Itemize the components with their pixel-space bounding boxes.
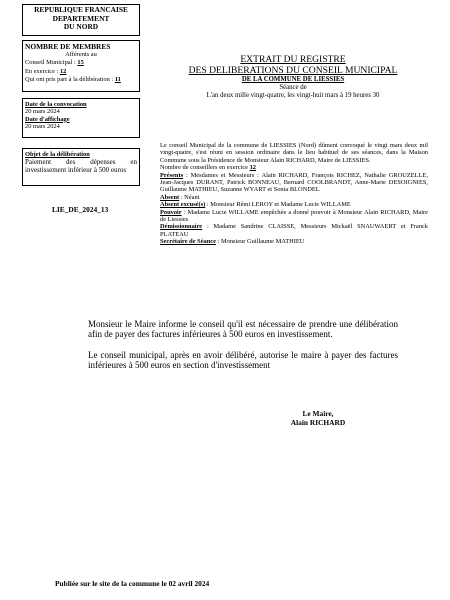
excused-text: : Monsieur Rémi LEROY et Madame Lucie WILLAME: [205, 201, 351, 209]
convocation-date: 20 mars 2024: [25, 108, 60, 116]
present-label: Présents: [160, 171, 184, 179]
extract-heading: [160, 55, 426, 100]
power-paragraph: [160, 209, 428, 224]
department-name: DU NORD: [63, 22, 99, 32]
resigned-text: : Madame Sandrine CLAISSE, Messieurs Mickaël SNAUWAERT et Franck PLATEAU: [160, 223, 428, 238]
members-box: [22, 40, 140, 92]
body-in-office-label: Nombre de conseillers en exercice: [160, 164, 250, 172]
participated-count: 11: [114, 76, 121, 84]
resigned-label: Démissionnaire: [160, 223, 203, 231]
department-label: DEPARTEMENT: [52, 13, 110, 23]
secretary-paragraph: [160, 238, 428, 245]
display-date: 20 mars 2024: [25, 123, 60, 131]
body-in-office-value: 12: [249, 164, 256, 172]
signature-block: [278, 410, 358, 427]
header-box: [22, 4, 140, 36]
members-affected: Afférents au: [65, 51, 97, 58]
deliberation-reference: LIE_DE_2024_13: [52, 205, 109, 214]
extract-title-3: DE LA COMMUNE DE LIESSIES: [241, 76, 345, 83]
participated-line: [25, 76, 137, 83]
absent-paragraph: [160, 194, 428, 201]
publication-footer: Publiée sur le site de la commune le 02 avril 2024: [55, 579, 210, 588]
object-text: Paiement des dépenses en investissement inférieur à 500 euros: [25, 158, 137, 175]
signature-name: Alain RICHARD: [290, 417, 346, 427]
convocation-label: Date de la convocation: [25, 101, 87, 108]
secretary-text: : Monsieur Guillaume MATHIEU: [215, 238, 305, 246]
session-date: L'an deux mille vingt-quatre, les vingt-huit mars à 19 heures 30: [206, 92, 380, 99]
absent-label: Absent: [160, 193, 180, 201]
present-text: : Mesdames et Messieurs : Alain RICHARD, François RICHEZ, Nathalie GROUZELLE, Jean-Jacques DURANT, Patrick BONNEAU, Bernard COOLBRANDT, Anne-Marie DESOIGNIES, Guillaume MATHIEU, Suzanne WYART et Sonia BLONDEL: [160, 171, 428, 194]
object-label: Objet de la délibération: [25, 151, 90, 158]
power-label: Pouvoir: [160, 208, 182, 216]
council-count: 15: [77, 59, 84, 67]
excused-paragraph: [160, 201, 428, 208]
dates-box: [22, 98, 140, 138]
session-label: Séance de: [279, 84, 307, 91]
object-box: [22, 148, 140, 186]
members-title: NOMBRE DE MEMBRES: [25, 42, 111, 51]
republic-label: REPUBLIQUE FRANCAISE: [34, 5, 128, 14]
council-line: [25, 59, 137, 66]
minutes-body: [160, 142, 428, 246]
secretary-label: Secrétaire de Séance: [160, 238, 216, 246]
deliberation: [88, 319, 398, 371]
extract-title-1: EXTRAIT DU REGISTRE: [240, 54, 346, 65]
extract-title-2: DES DELIBERATIONS DU CONSEIL MUNICIPAL: [188, 64, 398, 76]
in-office-line: [25, 68, 137, 75]
power-text: : Madame Lucie WILLAME empêchée a donné pouvoir à Monsieur Alain RICHARD, Maire de Liessies: [160, 208, 428, 224]
participated-label: Qui ont pris part à la délibération :: [25, 76, 115, 84]
in-office-paragraph: [160, 164, 428, 171]
resigned-paragraph: [160, 223, 428, 238]
in-office-count: 12: [59, 67, 67, 75]
in-office-label: En exercice :: [25, 67, 60, 75]
intro-paragraph: Le conseil Municipal de la commune de LIESSIES (Nord) dûment convoqué le vingt mars deux mil vingt-quatre, s'est réuni en session ordinaire dans le lieu habituel de ses séances, dans la Maison Commune sous la Présidence de Monsieur Alain RICHARD, Maire de LIESSIES.: [160, 142, 428, 164]
deliberation-paragraph-2: Le conseil municipal, après en avoir délibéré, autorise le maire à payer des factures inférieures à 500 euros en section d'investissement: [88, 349, 398, 371]
present-paragraph: [160, 172, 428, 194]
excused-label: Absent excusé(s): [160, 201, 206, 209]
council-label: Conseil Municipal :: [25, 59, 78, 67]
absent-text: : Néant: [179, 193, 200, 201]
display-label: Date d'affichage: [25, 115, 70, 123]
signature-role: Le Maire,: [302, 409, 334, 418]
deliberation-paragraph-1: Monsieur le Maire informe le conseil qu'il est nécessaire de prendre une délibération afin de payer des factures inférieures à 500 euros en investissement.: [88, 319, 398, 340]
